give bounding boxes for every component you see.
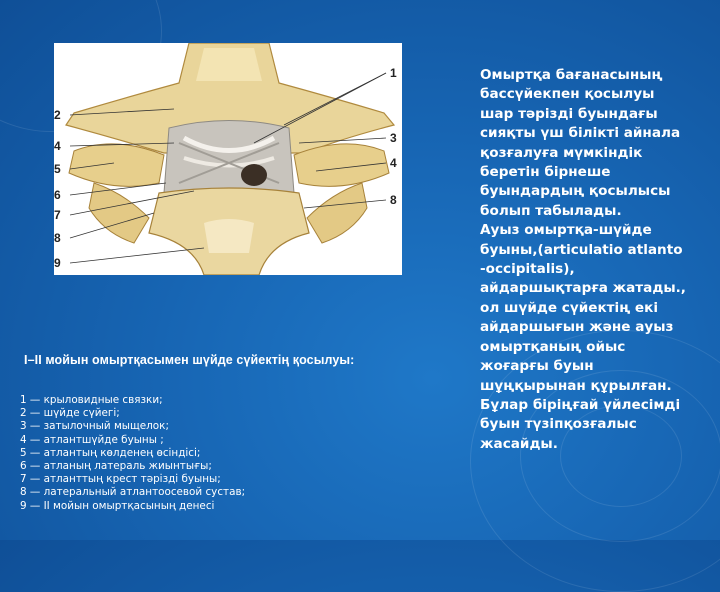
description-line: шұңқырынан құрылған.: [480, 377, 672, 394]
description-line: ол шүйде сүйектің екі: [480, 299, 659, 316]
figure-label-right: 1: [390, 66, 397, 80]
figure-label-left: 7: [54, 208, 61, 222]
description-line: -occipitalis),: [480, 261, 575, 278]
description-line: айдаршықтарға жатады.,: [480, 280, 686, 297]
description-line: жасайды.: [480, 435, 558, 452]
figure-label-left: 5: [54, 162, 61, 176]
figure-label-left: 9: [54, 256, 61, 270]
description-line: Ауыз омыртқа-шүйде: [480, 222, 652, 239]
description-line: сияқты үш білікті айнала: [480, 125, 681, 142]
legend-item: 3 — затылочный мыщелок;: [20, 420, 169, 433]
description-line: буындардың қосылысы: [480, 183, 671, 200]
legend-item: 2 — шүйде сүйегі;: [20, 407, 120, 420]
legend-item: 6 — атланың латераль жиынтығы;: [20, 460, 212, 473]
figure-label-left: 4: [54, 139, 61, 153]
description-line: бассүйекпен қосылуы: [480, 86, 655, 103]
description-line: айдаршығын және ауыз: [480, 319, 674, 336]
anatomy-illustration: [54, 43, 402, 275]
figure-label-left: 2: [54, 108, 61, 122]
description-line: омыртқаның ойыс: [480, 338, 626, 355]
description-line: жоғарғы буын: [480, 358, 594, 375]
description-line: беретін бірнеше: [480, 164, 611, 181]
description-line: буын түзіпқозғалыс: [480, 416, 637, 433]
legend-item: 8 — латеральный атлантоосевой сустав;: [20, 486, 246, 499]
figure-label-left: 6: [54, 188, 61, 202]
description-line: шар тәрізді буындағы: [480, 105, 658, 122]
atlanto-occipital-joint-drawing: [54, 43, 402, 275]
figure-caption: I–II мойын омыртқасымен шүйде сүйектің қосылуы:: [24, 353, 355, 367]
description-line: қозғалуға мүмкіндік: [480, 144, 643, 161]
description-line: Бұлар біріңғай үйлесімді: [480, 396, 681, 413]
legend-item: 1 — крыловидные связки;: [20, 394, 163, 406]
description-text: [480, 66, 712, 454]
figure-label-right: 8: [390, 193, 397, 207]
description-line: болып табылады.: [480, 202, 622, 219]
legend-item: 4 — атлантшүйде буыны ;: [20, 433, 164, 446]
figure-label-right: 3: [390, 131, 397, 145]
description-line: Омыртқа бағанасының: [480, 67, 663, 83]
figure-legend: [20, 394, 440, 513]
legend-item: 7 — атланттың крест тәрізді буыны;: [20, 473, 221, 486]
legend-item: 9 — II мойын омыртқасының денесі: [20, 499, 215, 512]
figure-label-left: 8: [54, 231, 61, 245]
legend-item: 5 — атлантың көлденең өсіндісі;: [20, 446, 201, 459]
description-line: буыны,(articulatio atlanto: [480, 241, 683, 258]
figure-label-right: 4: [390, 156, 397, 170]
